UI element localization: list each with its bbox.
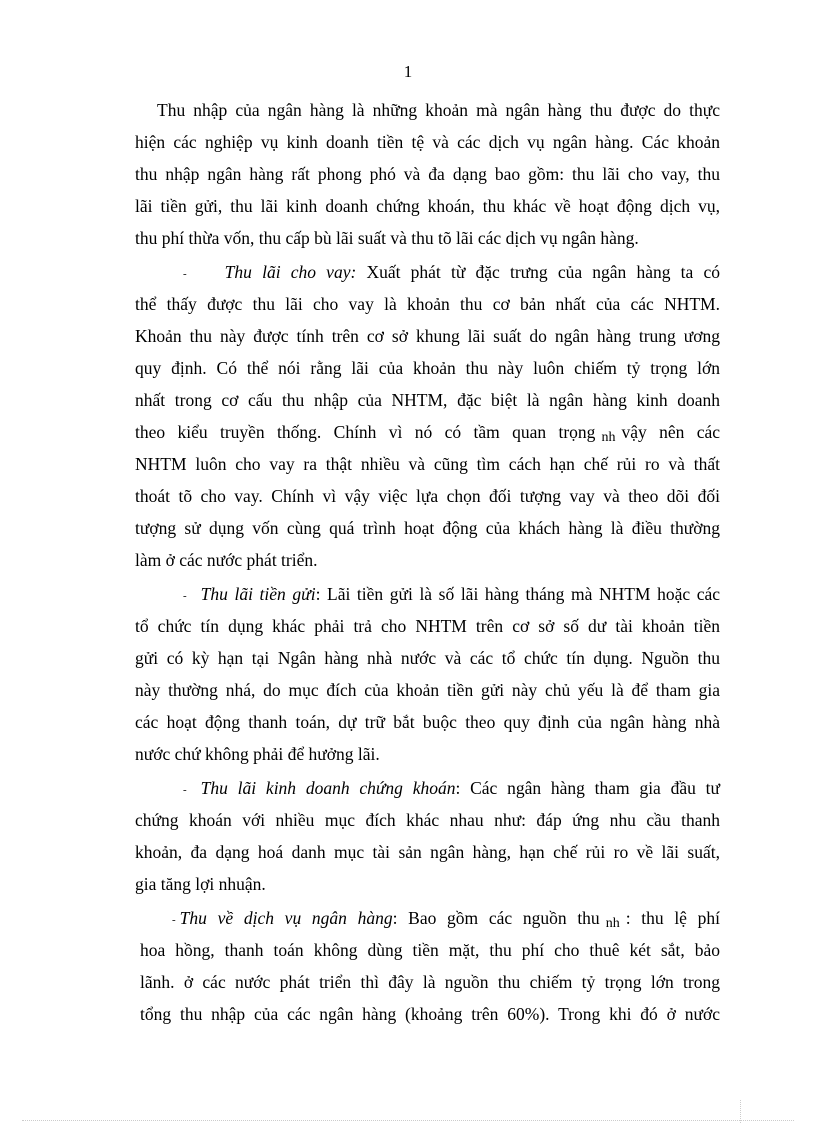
text-line: theo kiểu truyền thống. Chính vì nó có tầm quan trọng nh vậy nên các: [135, 422, 720, 445]
text-line: - Thu lãi cho vay: Xuất phát từ đặc trưng của ngân hàng ta có: [135, 256, 720, 288]
section-term: Thu lãi tiền gửi: [200, 584, 316, 604]
page-edge-rule: [22, 1120, 794, 1121]
text-line: lãnh. ở các nước phát triển thì đây là nguồn thu chiếm tỷ trọng lớn trong: [140, 972, 720, 992]
text-line: gửi có kỳ hạn tại Ngân hàng nhà nước và các tổ chức tín dụng. Nguồn thu: [135, 648, 720, 668]
text-line: nhất trong cơ cấu thu nhập của NHTM, đặc biệt là ngân hàng kinh doanh: [135, 390, 720, 410]
section-term: Thu lãi cho vay:: [224, 262, 357, 282]
text-line: làm ở các nước phát triển.: [135, 550, 318, 570]
bullet-marker: -: [172, 914, 176, 926]
text-line: hiện các nghiệp vụ kinh doanh tiền tệ và các dịch vụ ngân hàng. Các khoản: [135, 132, 720, 152]
text-line: thể thấy được thu lãi cho vay là khoản thu cơ bản nhất của các NHTM.: [135, 294, 720, 314]
text-line: khoản, đa dạng hoá danh mục tài sản ngân hàng, hạn chế rủi ro về lãi suất,: [135, 842, 720, 862]
section-service-income: [140, 902, 720, 1030]
text-line: tổng thu nhập của các ngân hàng (khoảng trên 60%). Trong khi đó ở nước: [140, 1004, 720, 1024]
inline-fragment: nh: [601, 430, 616, 445]
text-line: - Thu lãi kinh doanh chứng khoán: Các ngân hàng tham gia đầu tư: [135, 772, 720, 804]
section-loan-interest: [135, 256, 720, 576]
document-body: [135, 94, 720, 1032]
text-line: NHTM luôn cho vay ra thật nhiều và cũng tìm cách hạn chế rủi ro và thất: [135, 454, 720, 474]
text-line: Thu nhập của ngân hàng là những khoản mà ngân hàng thu được do thực: [157, 100, 720, 120]
section-securities-interest: [135, 772, 720, 900]
text-line: gia tăng lợi nhuận.: [135, 874, 266, 894]
section-term: Thu lãi kinh doanh chứng khoán: [200, 778, 456, 798]
page-number: 1: [403, 62, 413, 81]
intro-paragraph: [135, 94, 720, 254]
text-line: tổ chức tín dụng khác phải trả cho NHTM trên cơ sở số dư tài khoản tiền: [135, 616, 720, 636]
text-line: - Thu lãi tiền gửi: Lãi tiền gửi là số lãi hàng tháng mà NHTM hoặc các: [135, 578, 720, 610]
text-line: Khoản thu này được tính trên cơ sở khung lãi suất do ngân hàng trung ương: [135, 326, 720, 346]
text-line: các hoạt động thanh toán, dự trữ bắt buộc theo quy định của ngân hàng nhà: [135, 712, 720, 732]
text-line: thu nhập ngân hàng rất phong phó và đa dạng bao gồm: thu lãi cho vay, thu: [135, 164, 720, 184]
bullet-marker: -: [183, 268, 187, 280]
inline-fragment: nh: [605, 916, 620, 931]
text-line: nước chứ không phải để hưởng lãi.: [135, 744, 380, 764]
bullet-marker: -: [183, 590, 187, 602]
text-line: hoa hồng, thanh toán không dùng tiền mặt, thu phí cho thuê két sắt, bảo: [140, 940, 720, 960]
page-edge-rule-vertical: [740, 1100, 741, 1123]
section-term: Thu về dịch vụ ngân hàng: [179, 908, 393, 928]
bullet-marker: -: [183, 784, 187, 796]
text-line: chứng khoán với nhiều mục đích khác nhau như: đáp ứng nhu cầu thanh: [135, 810, 720, 830]
text-line: lãi tiền gửi, thu lãi kinh doanh chứng khoán, thu khác về hoạt động dịch vụ,: [135, 196, 720, 216]
text-line: thu phí thừa vốn, thu cấp bù lãi suất và thu tõ lãi các dịch vụ ngân hàng.: [135, 228, 639, 248]
section-deposit-interest: [135, 578, 720, 770]
text-line: tượng sử dụng vốn cùng quá trình hoạt động của khách hàng là điều thường: [135, 518, 720, 538]
text-line: - Thu về dịch vụ ngân hàng: Bao gồm các nguồn thu nh : thu lệ phí: [140, 902, 720, 934]
text-line: này thường nhá, do mục đích của khoản tiền gửi này chủ yếu là để tham gia: [135, 680, 720, 700]
text-line: thoát tõ cho vay. Chính vì vậy việc lựa chọn đối tượng vay và theo dõi đối: [135, 486, 720, 506]
text-line: quy định. Có thể nói rằng lãi của khoản thu này luôn chiếm tỷ trọng lớn: [135, 358, 720, 378]
